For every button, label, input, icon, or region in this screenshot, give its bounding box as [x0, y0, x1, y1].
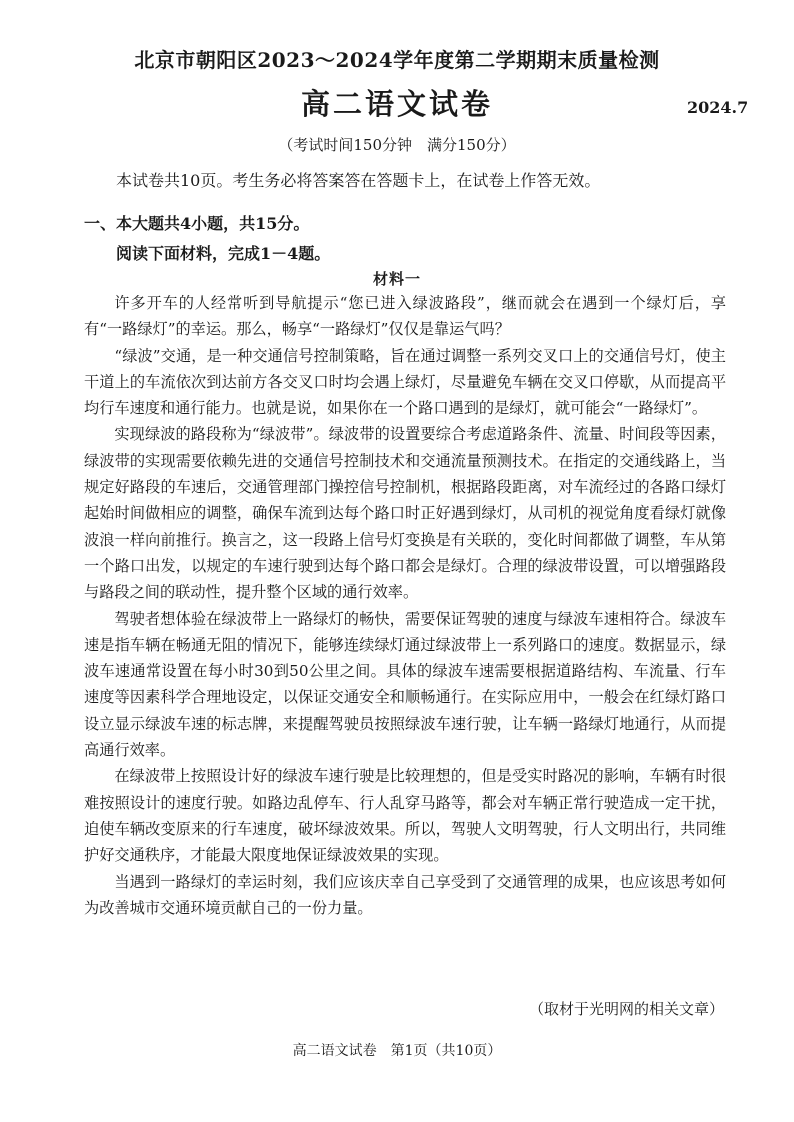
- section-heading: 一、本大题共4小题，共15分。: [84, 214, 310, 233]
- exam-info: （考试时间150分钟 满分150分）: [278, 136, 516, 154]
- exam-date: 2024.7: [687, 98, 749, 117]
- material-title: 材料一: [372, 270, 421, 288]
- source-citation: （取材于光明网的相关文章）: [528, 1000, 724, 1018]
- paragraph: “绿波”交通，是一种交通信号控制策略，旨在通过调整一系列交叉口上的交通信号灯，使主干道上的车流依次到达前方各交叉口时均会遇上绿灯，尽量避免车辆在交叉口停歇，从而提高平均行车速度和通行能力。也就是说，如果你在一个路口遇到的是绿灯，就可能会“一路绿灯”。: [84, 346, 726, 418]
- paragraph: 驾驶者想体验在绿波带上一路绿灯的畅快，需要保证驾驶的速度与绿波车速相符合。绿波车速是指车辆在畅通无阻的情况下，能够连续绿灯通过绿波带上一系列路口的速度。数据显示，绿波车速通常设置在每小时30到50公里之间。具体的绿波车速需要根据道路结构、车流量、行车速度等因素科学合理地设定，以保证交通安全和顺畅通行。在实际应用中，一般会在红绿灯路口设立显示绿波车速的标志牌，来提醒驾驶员按照绿波车速行驶，让车辆一路绿灯地通行，从而提高通行效率。: [84, 609, 726, 760]
- exam-title: 北京市朝阳区2023～2024学年度第二学期期末质量检测: [134, 48, 660, 72]
- paragraph: 许多开车的人经常听到导航提示“您已进入绿波路段”，继而就会在遇到一个绿灯后，享有“一路绿灯”的幸运。那么，畅享“一路绿灯”仅仅是靠运气吗？: [84, 294, 726, 339]
- exam-notice: 本试卷共10页。考生务必将答案答在答题卡上，在试卷上作答无效。: [116, 171, 601, 190]
- paper-title: 高二语文试卷: [300, 87, 493, 121]
- paragraph: 在绿波带上按照设计好的绿波车速行驶是比较理想的，但是受实时路况的影响，车辆有时很难按照设计的速度行驶。如路边乱停车、行人乱穿马路等，都会对车辆正常行驶造成一定干扰，迫使车辆改变原来的行车速度，破坏绿波效果。所以，驾驶人文明驾驶，行人文明出行，共同维护好交通秩序，才能最大限度地保证绿波效果的实现。: [84, 767, 726, 865]
- section-instruction: 阅读下面材料，完成1－4题。: [116, 244, 331, 263]
- material-body: [84, 290, 726, 921]
- paragraph: 当遇到一路绿灯的幸运时刻，我们应该庆幸自己享受到了交通管理的成果，也应该思考如何为改善城市交通环境贡献自己的一份力量。: [84, 872, 726, 917]
- paragraph: 实现绿波的路段称为“绿波带”。绿波带的设置要综合考虑道路条件、流量、时间段等因素，绿波带的实现需要依赖先进的交通信号控制技术和交通流量预测技术。在指定的交通线路上，当规定好路段的车速后，交通管理部门操控信号控制机，根据路段距离，对车流经过的各路口绿灯起始时间做相应的调整，确保车流到达每个路口时正好遇到绿灯，从司机的视觉角度看绿灯就像波浪一样向前推行。换言之，这一段路上信号灯变换是有关联的，变化时间都做了调整，车从第一个路口出发，以规定的车速行驶到达每个路口都会是绿灯。合理的绿波带设置，可以增强路段与路段之间的联动性，提升整个区域的通行效率。: [84, 425, 726, 602]
- page-footer: 高二语文试卷 第1页（共10页）: [292, 1043, 502, 1059]
